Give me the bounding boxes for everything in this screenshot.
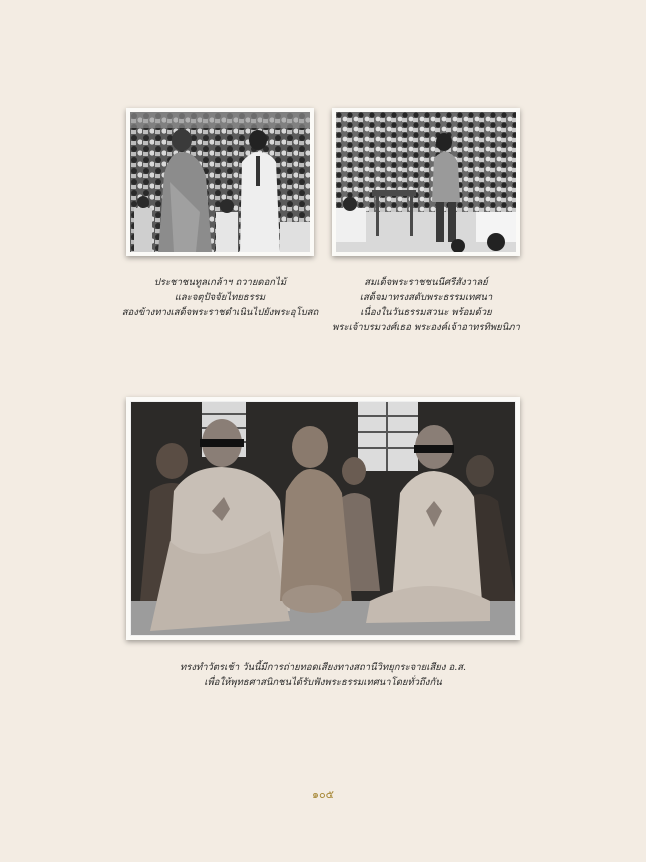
caption-left-line-3: สองข้างทางเสด็จพระราชดำเนินไปยังพระอุโบสถ: [121, 307, 319, 318]
caption-right-line-3: เนื่องในวันธรรมสวนะ พร้อมด้วย: [360, 307, 492, 318]
caption-left-line-2: และจตุปัจจัยไทยธรรม: [174, 292, 266, 303]
caption-right-line-2: เสด็จมาทรงสดับพระธรรมเทศนา: [359, 292, 493, 303]
page-number: ๑๐๕: [311, 788, 335, 801]
caption-bottom: [123, 660, 523, 690]
caption-right-line-4: พระเจ้าบรมวงศ์เธอ พระองค์เจ้าอาทรทิพยนิภา: [332, 322, 520, 333]
photo-king-with-crowd: [332, 108, 520, 256]
photo-monks-praying: [126, 397, 520, 640]
caption-bottom-line-1: ทรงทำวัตรเช้า วันนี้มีการถ่ายทอดเสียงทางสถานีวิทยุกระจายเสียง อ.ส.: [179, 662, 467, 673]
caption-bottom-line-2: เพื่อให้พุทธศาสนิกชนได้รับฟังพระธรรมเทศนาโดยทั่วถึงกัน: [204, 677, 442, 688]
caption-left: [120, 275, 320, 320]
caption-right-line-1: สมเด็จพระราชชนนีศรีสังวาลย์: [364, 277, 488, 288]
photo-monk-receiving-offerings: [126, 108, 314, 256]
caption-left-line-1: ประชาชนทูลเกล้าฯ ถวายดอกไม้: [153, 277, 287, 288]
caption-right: [326, 275, 526, 335]
